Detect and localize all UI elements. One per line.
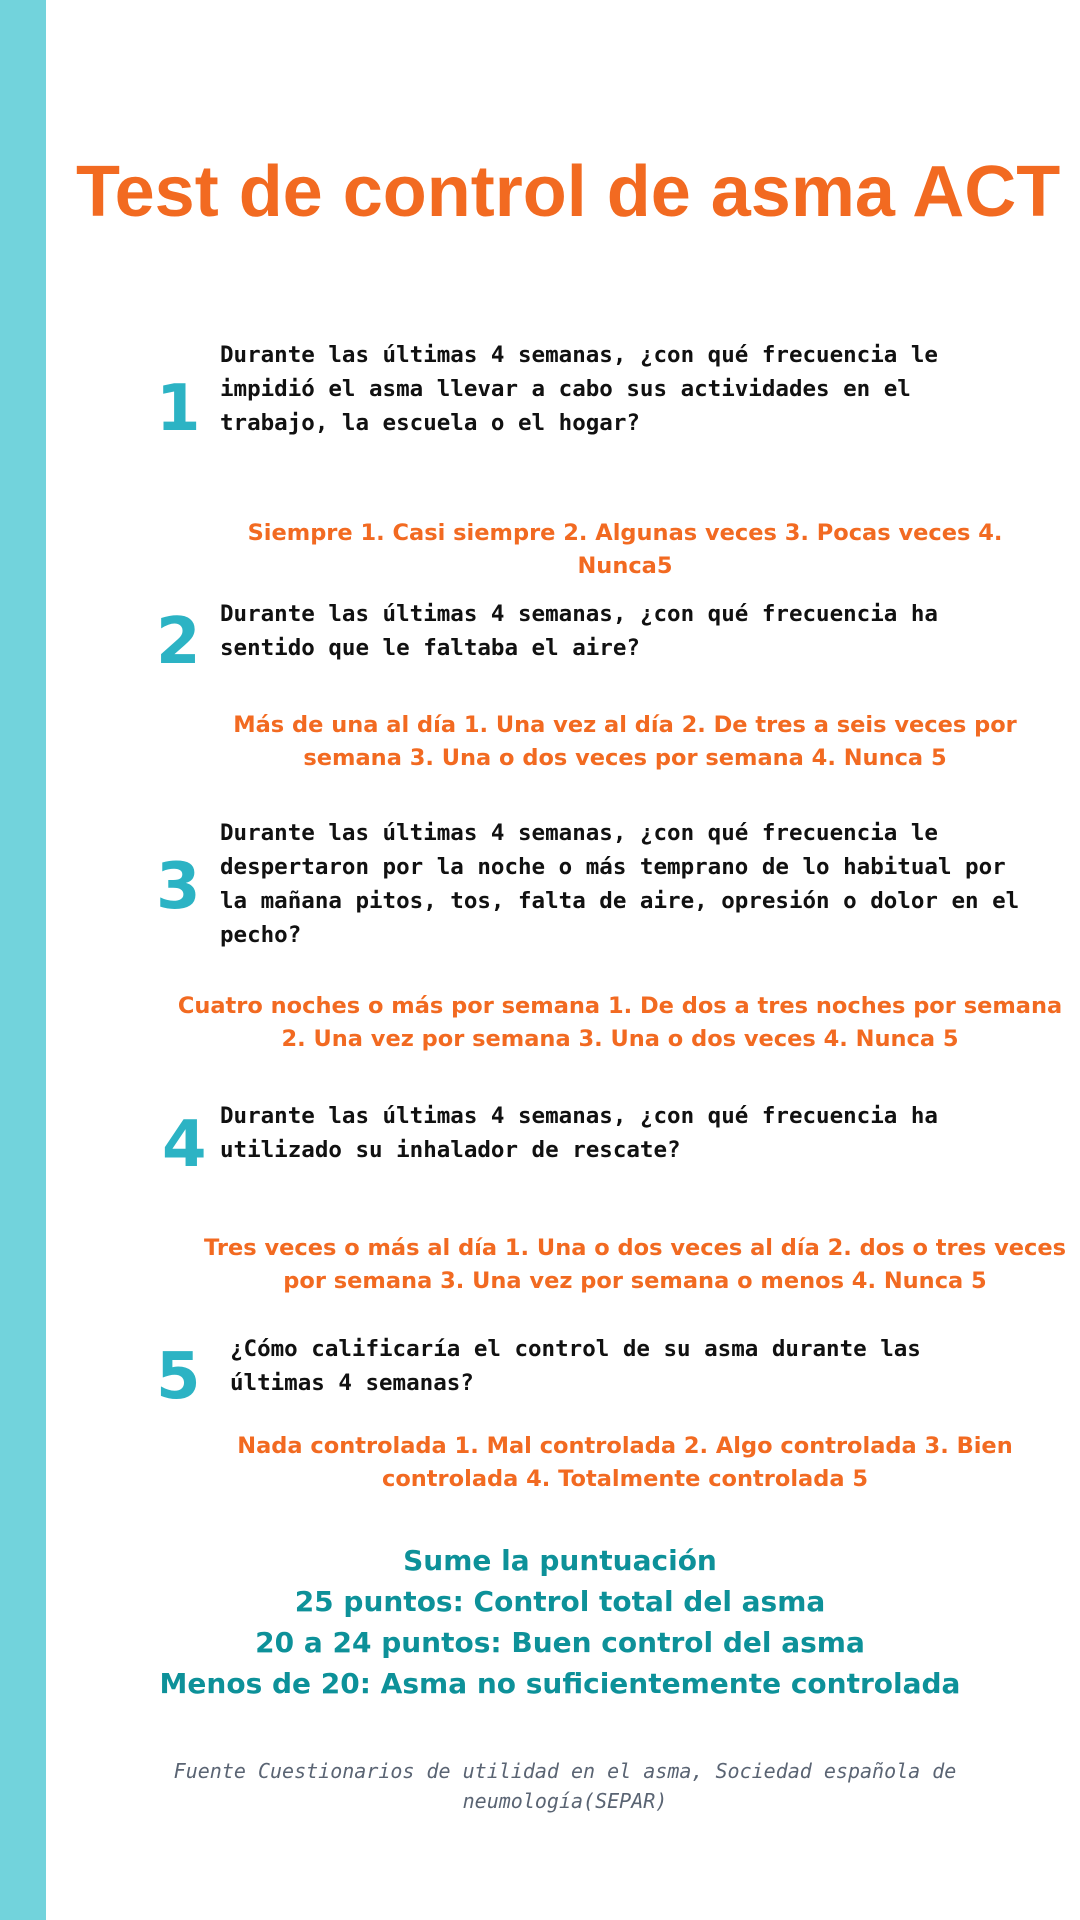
side-accent-bar bbox=[0, 0, 46, 1920]
question-number-3: 3 bbox=[156, 850, 201, 924]
answer-options-2: Más de una al día 1. Una vez al día 2. De tres a seis veces por semana 3. Una o dos veces por semana 4. Nunca 5 bbox=[233, 712, 1017, 771]
summary-line-total-control: 25 puntos: Control total del asma bbox=[294, 1585, 826, 1618]
question-text-3: Durante las últimas 4 semanas, ¿con qué frecuencia le despertaron por la noche o más temprano de lo habitual por la mañana pitos, tos, falta de aire, opresión o dolor en el pecho? bbox=[220, 820, 1020, 948]
answer-options-1: Siempre 1. Casi siempre 2. Algunas veces 3. Pocas veces 4. Nunca5 bbox=[247, 520, 1003, 579]
question-number-4: 4 bbox=[162, 1108, 207, 1182]
score-summary bbox=[120, 1540, 1000, 1704]
answer-options-5: Nada controlada 1. Mal controlada 2. Algo controlada 3. Bien controlada 4. Totalmente controlada 5 bbox=[237, 1433, 1013, 1492]
summary-heading: Sume la puntuación bbox=[403, 1544, 717, 1577]
summary-line-poor-control: Menos de 20: Asma no suficientemente controlada bbox=[159, 1667, 961, 1700]
question-number-2: 2 bbox=[156, 605, 201, 679]
answer-options-4: Tres veces o más al día 1. Una o dos veces al día 2. dos o tres veces por semana 3. Una vez por semana o menos 4. Nunca 5 bbox=[203, 1235, 1067, 1294]
page-title: Test de control de asma ACT bbox=[76, 152, 1061, 232]
summary-line-good-control: 20 a 24 puntos: Buen control del asma bbox=[255, 1626, 865, 1659]
question-number-1: 1 bbox=[156, 372, 201, 446]
question-number-5: 5 bbox=[156, 1340, 201, 1414]
question-text-5: ¿Cómo calificaría el control de su asma durante las últimas 4 semanas? bbox=[230, 1336, 921, 1396]
question-text-4: Durante las últimas 4 semanas, ¿con qué frecuencia ha utilizado su inhalador de rescate? bbox=[220, 1103, 938, 1163]
question-text-2: Durante las últimas 4 semanas, ¿con qué frecuencia ha sentido que le faltaba el aire? bbox=[220, 601, 938, 661]
source-citation: Fuente Cuestionarios de utilidad en el asma, Sociedad española de neumología(SEPAR) bbox=[173, 1759, 957, 1813]
question-text-1: Durante las últimas 4 semanas, ¿con qué frecuencia le impidió el asma llevar a cabo sus actividades en el trabajo, la escuela o el hogar? bbox=[220, 342, 938, 436]
answer-options-3: Cuatro noches o más por semana 1. De dos a tres noches por semana 2. Una vez por semana 3. Una o dos veces 4. Nunca 5 bbox=[177, 993, 1063, 1052]
